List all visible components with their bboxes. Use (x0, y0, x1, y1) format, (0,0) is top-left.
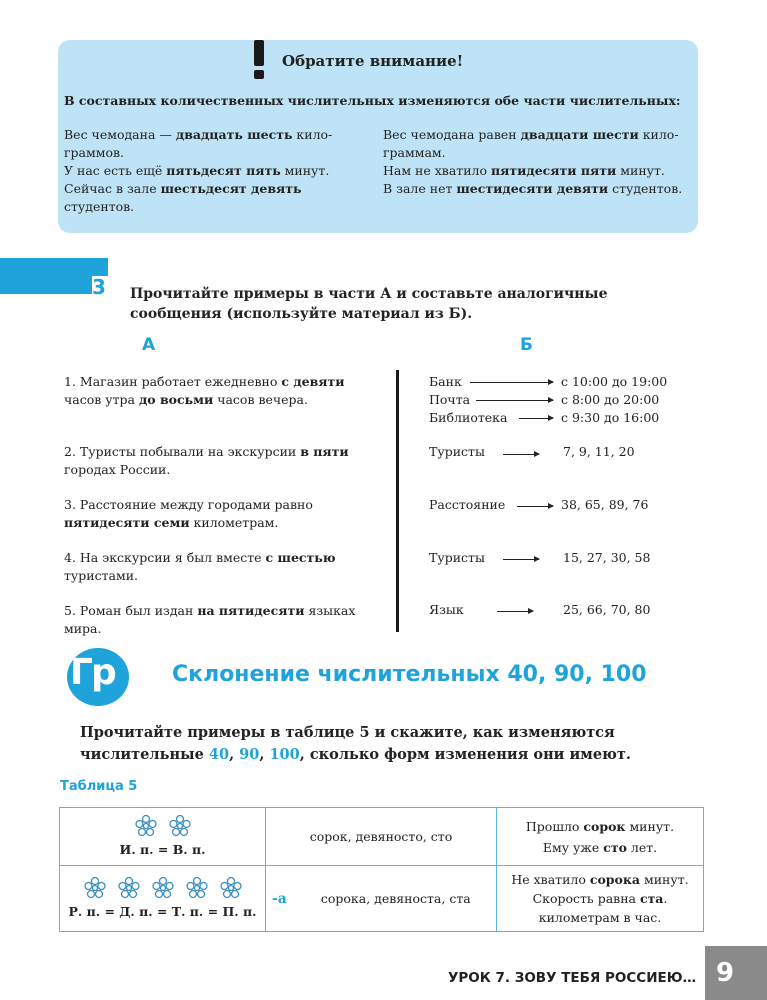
table-caption: Таблица 5 (60, 779, 138, 794)
note-rule: В составных количественных числительных изменяются обе части числительных: (64, 93, 681, 108)
table-row (60, 866, 704, 932)
arrow-icon (519, 418, 553, 419)
exclamation-icon (251, 40, 267, 80)
declension-table (59, 807, 704, 932)
flower-icon (168, 814, 192, 838)
flower-icons (61, 876, 264, 900)
note-example: В зале нет шестидесяти девяти студентов. (383, 181, 683, 196)
flower-icon (134, 814, 158, 838)
ending-label: -а (272, 890, 287, 907)
data-values: 25, 66, 70, 80 (563, 602, 651, 617)
example-item: 3. Расстояние между городами равно пятидесяти семи километрам. (64, 497, 313, 530)
flower-icons (61, 814, 264, 838)
note-example: Вес чемодана — двадцать шесть кило-граммов. (64, 127, 333, 160)
schedule-value: с 10:00 до 19:00 (561, 374, 668, 389)
arrow-icon (476, 400, 553, 401)
flower-icon (185, 876, 209, 900)
schedule-label: Библиотека (429, 410, 508, 425)
case-label: Р. п. = Д. п. = Т. п. = П. п. (68, 904, 257, 919)
forms-text: сорок, девяносто, сто (309, 829, 453, 844)
page-number: 9 (715, 958, 735, 988)
note-example: Сейчас в зале шестьдесят девять студентов. (64, 181, 302, 214)
flower-icon (117, 876, 141, 900)
note-examples-left (64, 126, 364, 216)
arrow-icon (470, 382, 553, 383)
arrow-icon (497, 611, 533, 612)
case-cell (60, 866, 266, 932)
exercise-instruction: Прочитайте примеры в части А и составьте аналогичные сообщения (используйте материал из Б). (130, 286, 608, 322)
note-examples-right (383, 126, 693, 198)
example-item: 5. Роман был издан на пятидесяти языках мира. (64, 603, 356, 636)
example-item: 4. На экскурсии я был вместе с шестью туристами. (64, 550, 336, 583)
note-example: Нам не хватило пятидесяти пяти минут. (383, 163, 665, 178)
example-item: 1. Магазин работает ежедневно с девяти часов утра до восьми часов вечера. (64, 374, 345, 407)
table-example: Прошло сорок минут. (525, 818, 675, 834)
data-values: 38, 65, 89, 76 (561, 497, 649, 512)
table-example: Не хватило сорока минут. (511, 872, 689, 887)
data-label: Расстояние (429, 497, 506, 512)
grammar-title: Склонение числительных 40, 90, 100 (172, 662, 647, 687)
case-cell (60, 808, 266, 866)
arrow-icon (503, 454, 539, 455)
grammar-badge-label: Гр (70, 652, 115, 693)
arrow-icon (517, 506, 553, 507)
data-label: Туристы (429, 444, 485, 459)
flower-icon (83, 876, 107, 900)
column-divider (396, 370, 399, 632)
exercise-number: 3 (92, 276, 112, 298)
data-label: Туристы (429, 550, 485, 565)
forms-cell (266, 866, 497, 932)
case-label: И. п. = В. п. (119, 842, 206, 857)
note-title: Обратите внимание! (282, 52, 464, 70)
schedule-value: с 8:00 до 20:00 (561, 392, 660, 407)
forms-text: сорока, девяноста, ста (320, 890, 471, 906)
note-example: У нас есть ещё пятьдесят пять минут. (64, 163, 330, 178)
arrow-icon (503, 559, 539, 560)
flower-icon (219, 876, 243, 900)
data-values: 15, 27, 30, 58 (563, 550, 651, 565)
grammar-intro: Прочитайте примеры в таблице 5 и скажите, как изменяются числительные 40, 90, 100, сколько форм изменения они имеют. (80, 724, 631, 763)
schedule-label: Банк (429, 374, 462, 389)
example-item: 2. Туристы побывали на экскурсии в пяти городах России. (64, 444, 349, 477)
column-a-header: А (142, 335, 156, 355)
column-b-header: Б (520, 335, 533, 355)
example-cell (497, 866, 704, 932)
table-row (60, 808, 704, 866)
schedule-value: с 9:30 до 16:00 (561, 410, 660, 425)
schedule-label: Почта (429, 392, 471, 407)
note-example: Вес чемодана равен двадцати шести кило-граммам. (383, 127, 679, 160)
data-label: Язык (429, 602, 464, 617)
flower-icon (151, 876, 175, 900)
data-values: 7, 9, 11, 20 (563, 444, 635, 459)
example-cell (497, 808, 704, 866)
lesson-footer: УРОК 7. ЗОВУ ТЕБЯ РОССИЕЮ… (448, 970, 697, 986)
table-example: Скорость равна ста. километрам в час. (532, 891, 668, 925)
table-example: Ему уже сто лет. (542, 839, 658, 855)
forms-cell (266, 808, 497, 866)
